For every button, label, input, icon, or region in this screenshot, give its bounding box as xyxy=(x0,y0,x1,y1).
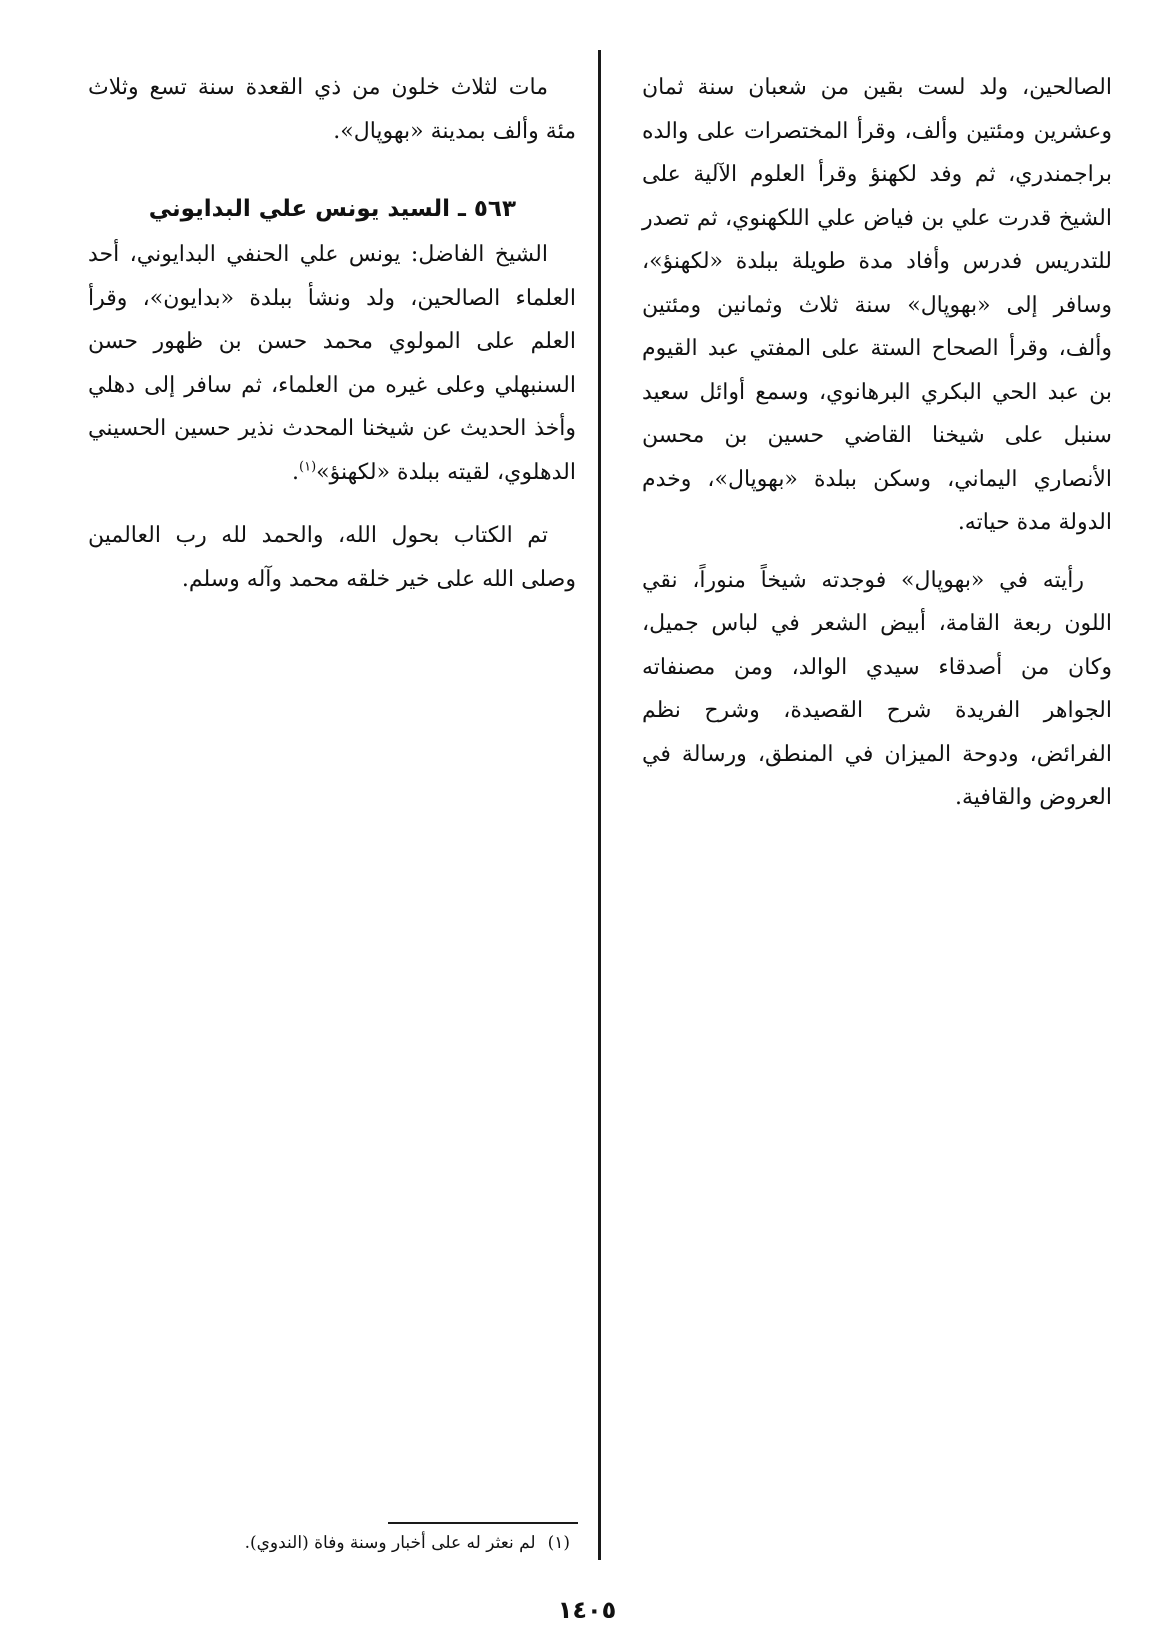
biography-text: الشيخ الفاضل: يونس علي الحنفي البدايوني، أحد العلماء الصالحين، ولد ونشأ ببلدة «بدايون»، وقرأ العلم على المولوي محمد حسن بن ظهور حسن السنبهلي وعلى غيره من العلماء، ثم سافر إلى دهلي وأخذ الحديث عن شيخنا المحدث نذير حسين الحسيني الدهلوي، لقيته ببلدة «لكهنؤ» xyxy=(88,242,576,485)
entry-heading: ٥٦٣ ـ السيد يونس علي البدايوني xyxy=(148,196,516,222)
footnote-reference[interactable]: (١) xyxy=(299,459,317,475)
left-column xyxy=(88,66,576,601)
sentence-end: . xyxy=(292,459,299,485)
right-column xyxy=(642,66,1112,820)
left-column-paragraph-2 xyxy=(88,233,576,494)
column-divider xyxy=(598,50,601,1560)
right-column-paragraph-1: الصالحين، ولد لست بقين من شعبان سنة ثمان وعشرين ومئتين وألف، وقرأ المختصرات على والده براجمندري، ثم وفد لكهنؤ وقرأ العلوم الآلية على الشيخ قدرت علي بن فياض علي اللكهنوي، ثم تصدر للتدريس فدرس وأفاد مدة طويلة ببلدة «لكهنؤ»، وسافر إلى «بهوپال» سنة ثلاث وثمانين ومئتين وألف، وقرأ الصحاح الستة على المفتي عبد القيوم بن عبد الحي البكري البرهانوي، وسمع أوائل سعيد سنبل على شيخنا القاضي حسين بن محسن الأنصاري اليماني، وسكن ببلدة «بهوپال»، وخدم الدولة مدة حياته. xyxy=(642,75,1112,535)
footnote-mark: (١) xyxy=(547,1533,570,1553)
footnote xyxy=(245,1528,570,1558)
right-column-paragraph-2: رأيته في «بهوپال» فوجدته شيخاً منوراً، نقي اللون ربعة القامة، أبيض الشعر في لباس جميل، وكان من أصدقاء سيدي الوالد، ومن مصنفاته الجواهر الفريدة شرح القصيدة، وشرح نظم الفرائض، ودوحة الميزان في المنطق، ورسالة في العروض والقافية. xyxy=(642,567,1113,810)
page-number: ١٤٠٥ xyxy=(557,1596,617,1624)
left-column-paragraph-1: مات لثلاث خلون من ذي القعدة سنة تسع وثلاث مئة وألف بمدينة «بهوپال». xyxy=(88,75,576,144)
footnote-divider xyxy=(388,1522,578,1524)
closing-paragraph: تم الكتاب بحول الله، والحمد لله رب العالمين وصلى الله على خير خلقه محمد وآله وسلم. xyxy=(88,523,576,592)
footnote-text: لم نعثر له على أخبار وسنة وفاة (الندوي). xyxy=(244,1533,536,1553)
